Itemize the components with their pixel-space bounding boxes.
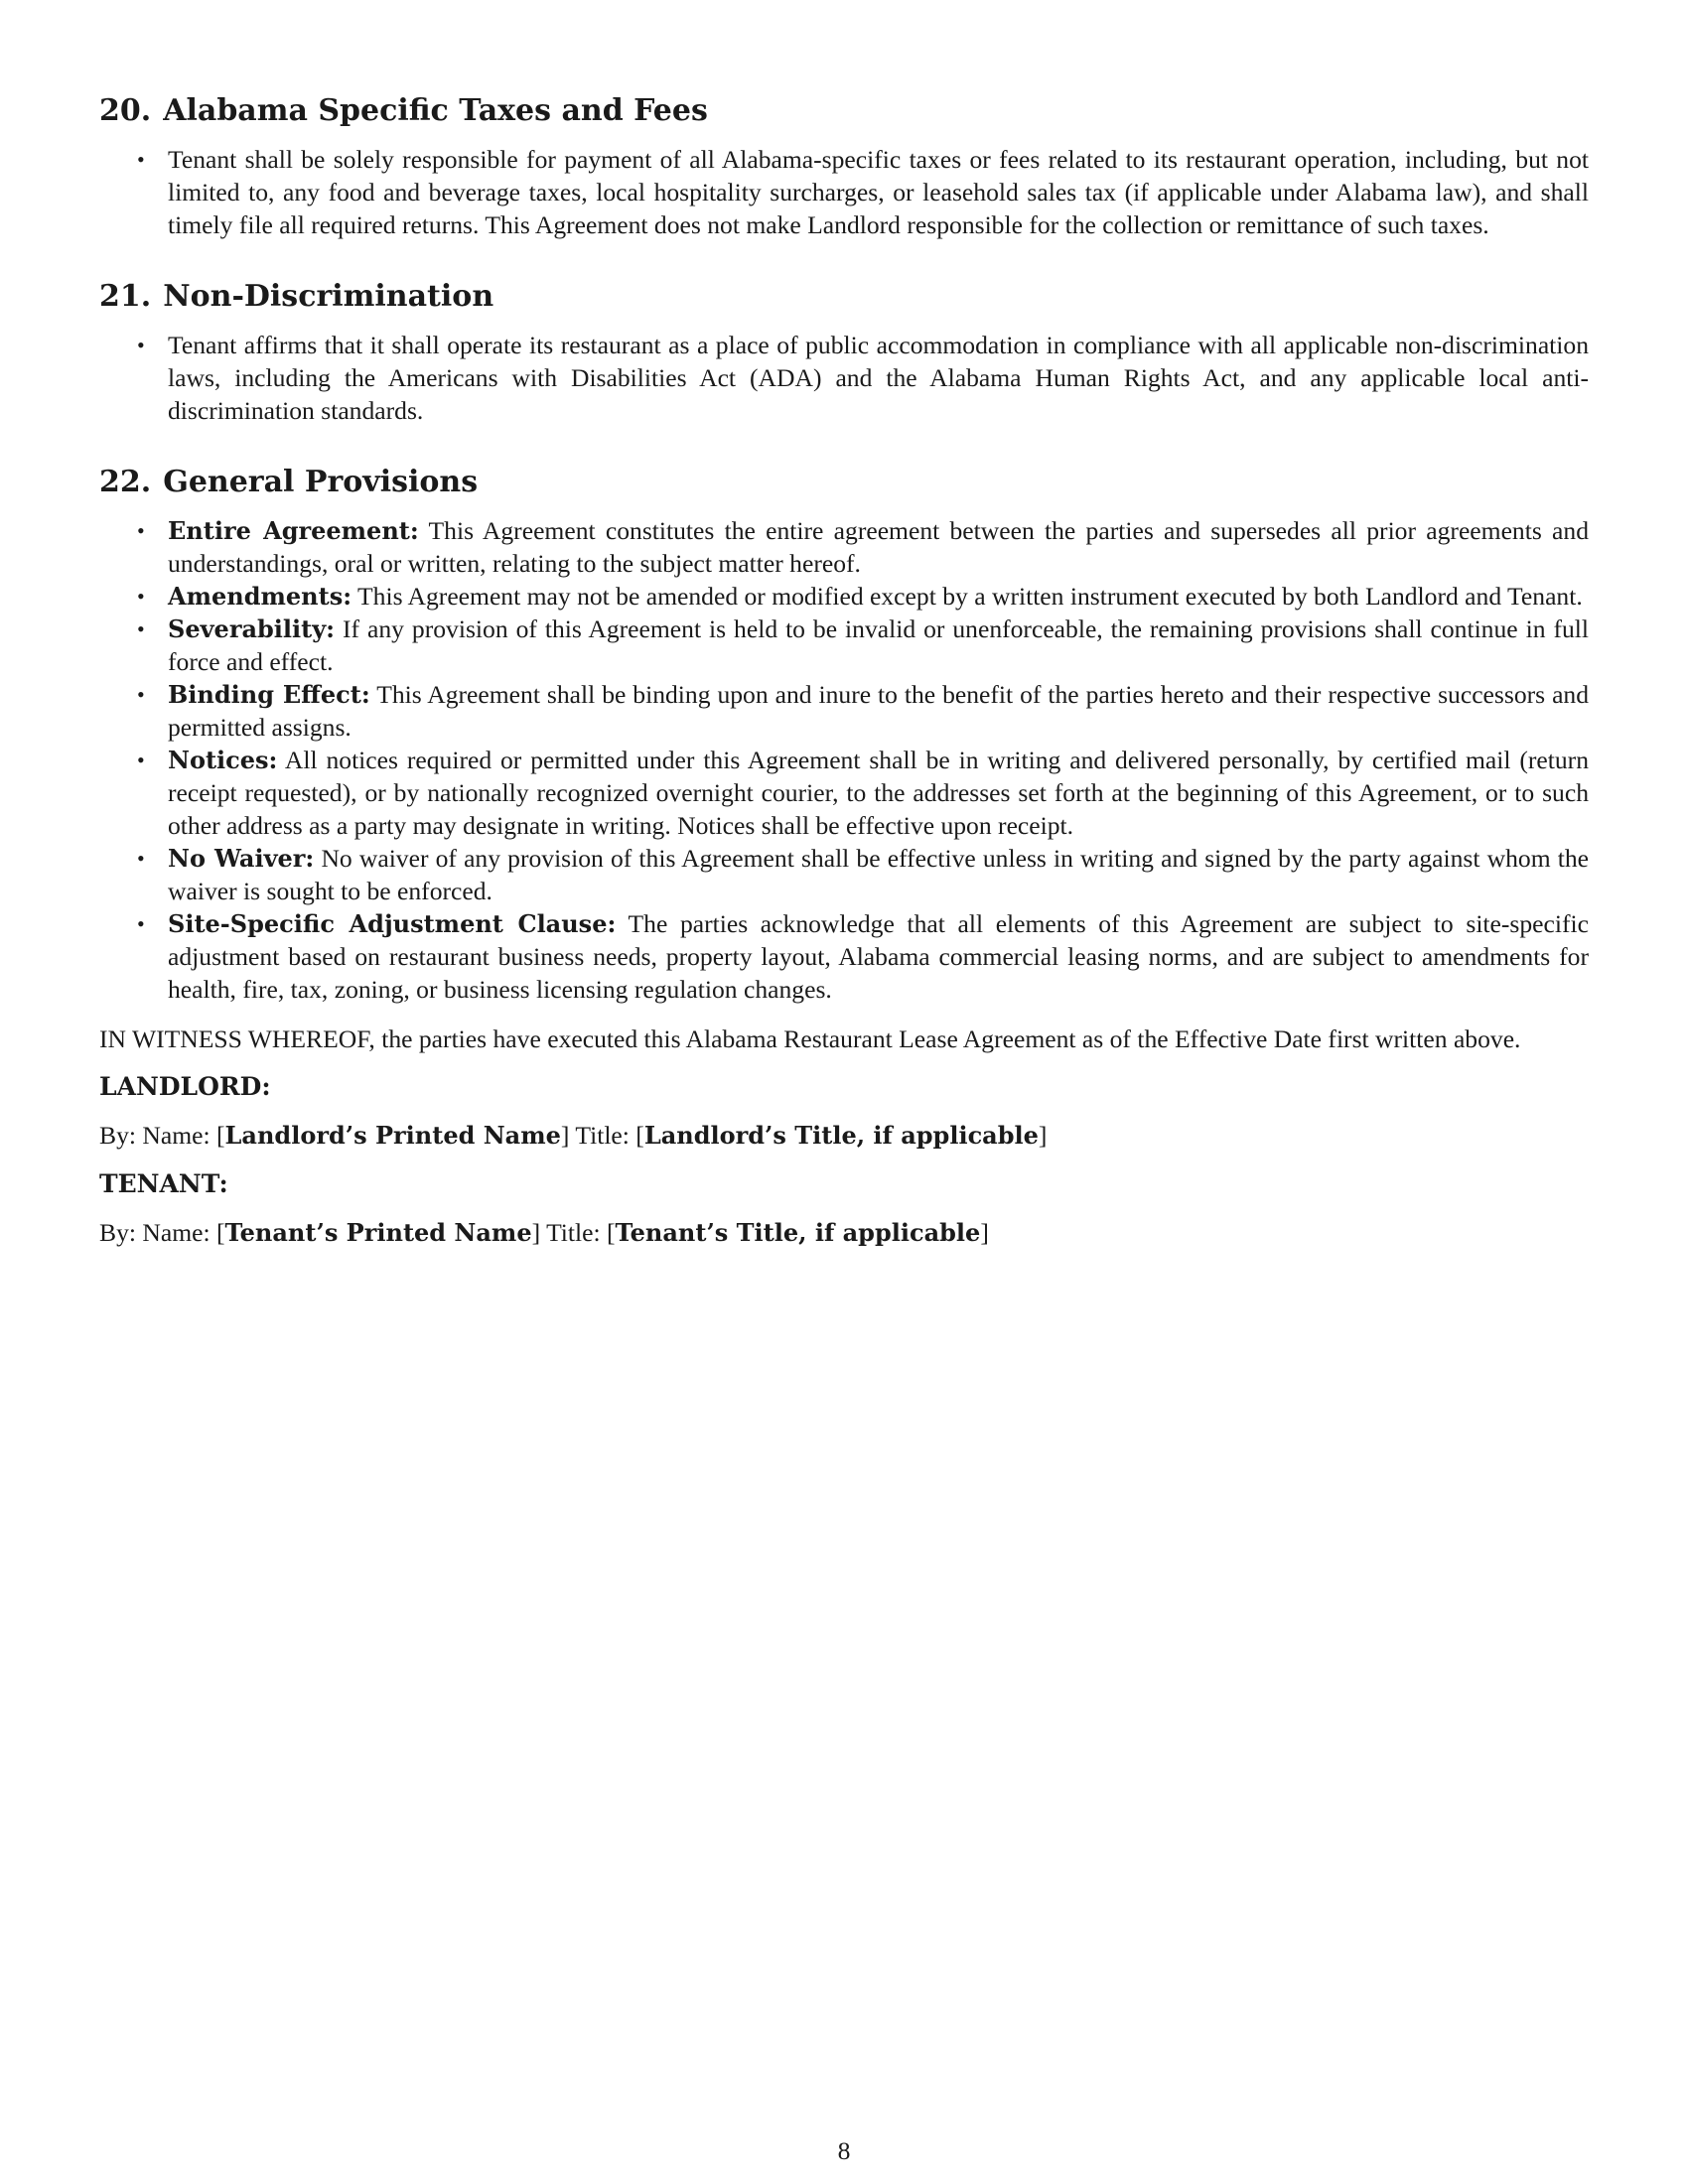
item-text: This Agreement may not be amended or modified except by a written instrument executed by both Landlord and Tenant.: [357, 582, 1583, 611]
landlord-signature-line: By: Name: [Landlord’s Printed Name] Title: [Landlord’s Title, if applicable]: [99, 1121, 1048, 1150]
page-number: 8: [837, 2136, 851, 2165]
section-number: 21.: [99, 279, 152, 314]
witness-clause: IN WITNESS WHEREOF, the parties have executed this Alabama Restaurant Lease Agreement as of the Effective Date first written above.: [99, 1024, 1521, 1053]
item-label: No Waiver:: [168, 844, 315, 873]
section-number: 22.: [99, 465, 152, 499]
by-label: By:: [99, 1218, 136, 1247]
item-text: This Agreement constitutes the entire agreement between the parties and supersedes all prior agreements and understandings, oral or written, relating to the subject matter hereof.: [168, 516, 1590, 578]
list-item: [99, 514, 1589, 580]
list-item: [99, 842, 1589, 907]
list-item: [99, 907, 1589, 1006]
bullet-icon: •: [137, 518, 145, 543]
section-heading-21: [99, 277, 1589, 317]
item-text: The parties acknowledge that all elements of this Agreement are subject to site-specific adjustment based on restaurant business needs, property layout, Alabama commercial leasing norms, and are subject to amendments for health, fire, tax, zoning, or business licensing regulation changes.: [168, 909, 1590, 1004]
tenant-name-placeholder: Tenant’s Printed Name: [224, 1218, 532, 1247]
name-label: Name:: [142, 1218, 211, 1247]
item-label: Notices:: [168, 746, 278, 774]
list-item: [99, 744, 1589, 842]
section-title: Non-Discrimination: [163, 279, 494, 314]
by-label: By:: [99, 1121, 136, 1150]
section-21-list: [99, 329, 1589, 427]
item-label: Site-Specific Adjustment Clause:: [168, 909, 617, 938]
list-item: [99, 678, 1589, 744]
name-label: Name:: [142, 1121, 211, 1150]
landlord-heading: LANDLORD:: [99, 1072, 271, 1101]
item-text: All notices required or permitted under this Agreement shall be in writing and delivered personally, by certified mail (return receipt requested), or by nationally recognized overnight courier, to the addresses set forth at the beginning of this Agreement, or to such other address as a party may designate in writing. Notices shall be effective upon receipt.: [168, 746, 1589, 840]
bullet-icon: •: [137, 333, 145, 357]
list-item: [99, 329, 1589, 427]
list-item: [99, 613, 1589, 678]
section-title: Alabama Specific Taxes and Fees: [163, 93, 708, 128]
item-label: Entire Agreement:: [168, 516, 419, 545]
section-heading-22: [99, 463, 1589, 502]
bullet-icon: •: [137, 846, 145, 871]
tenant-heading: TENANT:: [99, 1169, 228, 1198]
item-text: No waiver of any provision of this Agreement shall be effective unless in writing and signed by the party against whom the waiver is sought to be enforced.: [168, 844, 1589, 905]
title-label: Title:: [546, 1218, 601, 1247]
section-number: 20.: [99, 93, 152, 128]
tenant-signature-line: By: Name: [Tenant’s Printed Name] Title: [Tenant’s Title, if applicable]: [99, 1218, 989, 1247]
section-22-list: [99, 514, 1589, 1006]
bullet-icon: •: [137, 616, 145, 641]
item-text: This Agreement shall be binding upon and inure to the benefit of the parties hereto and their respective successors and permitted assigns.: [168, 680, 1590, 742]
bullet-icon: •: [137, 911, 145, 936]
list-item: [99, 143, 1589, 241]
section-title: General Provisions: [163, 465, 479, 499]
section-heading-20: [99, 91, 1589, 131]
item-text: Tenant shall be solely responsible for payment of all Alabama-specific taxes or fees related to its restaurant operation, including, but not limited to, any food and beverage taxes, local hospitality surcharges, or leasehold sales tax (if applicable under Alabama law), and shall timely file all required returns. This Agreement does not make Landlord responsible for the collection or remittance of such taxes.: [168, 145, 1589, 239]
bullet-icon: •: [137, 147, 145, 172]
bullet-icon: •: [137, 584, 145, 609]
list-item: [99, 580, 1589, 613]
title-label: Title:: [575, 1121, 630, 1150]
item-text: If any provision of this Agreement is held to be invalid or unenforceable, the remaining provisions shall continue in full force and effect.: [168, 614, 1589, 676]
document-page: [99, 91, 1589, 1265]
item-text: Tenant affirms that it shall operate its restaurant as a place of public accommodation in compliance with all applicable non-discrimination laws, including the Americans with Disabilities Act (ADA) and the Alabama Human Rights Act, and any applicable local anti-discrimination standards.: [168, 331, 1589, 425]
landlord-title-placeholder: Landlord’s Title, if applicable: [643, 1121, 1039, 1150]
landlord-name-placeholder: Landlord’s Printed Name: [224, 1121, 561, 1150]
item-label: Amendments:: [168, 582, 352, 611]
tenant-title-placeholder: Tenant’s Title, if applicable: [615, 1218, 981, 1247]
section-20-list: [99, 143, 1589, 241]
item-label: Severability:: [168, 614, 336, 643]
item-label: Binding Effect:: [168, 680, 370, 709]
bullet-icon: •: [137, 748, 145, 772]
bullet-icon: •: [137, 682, 145, 707]
